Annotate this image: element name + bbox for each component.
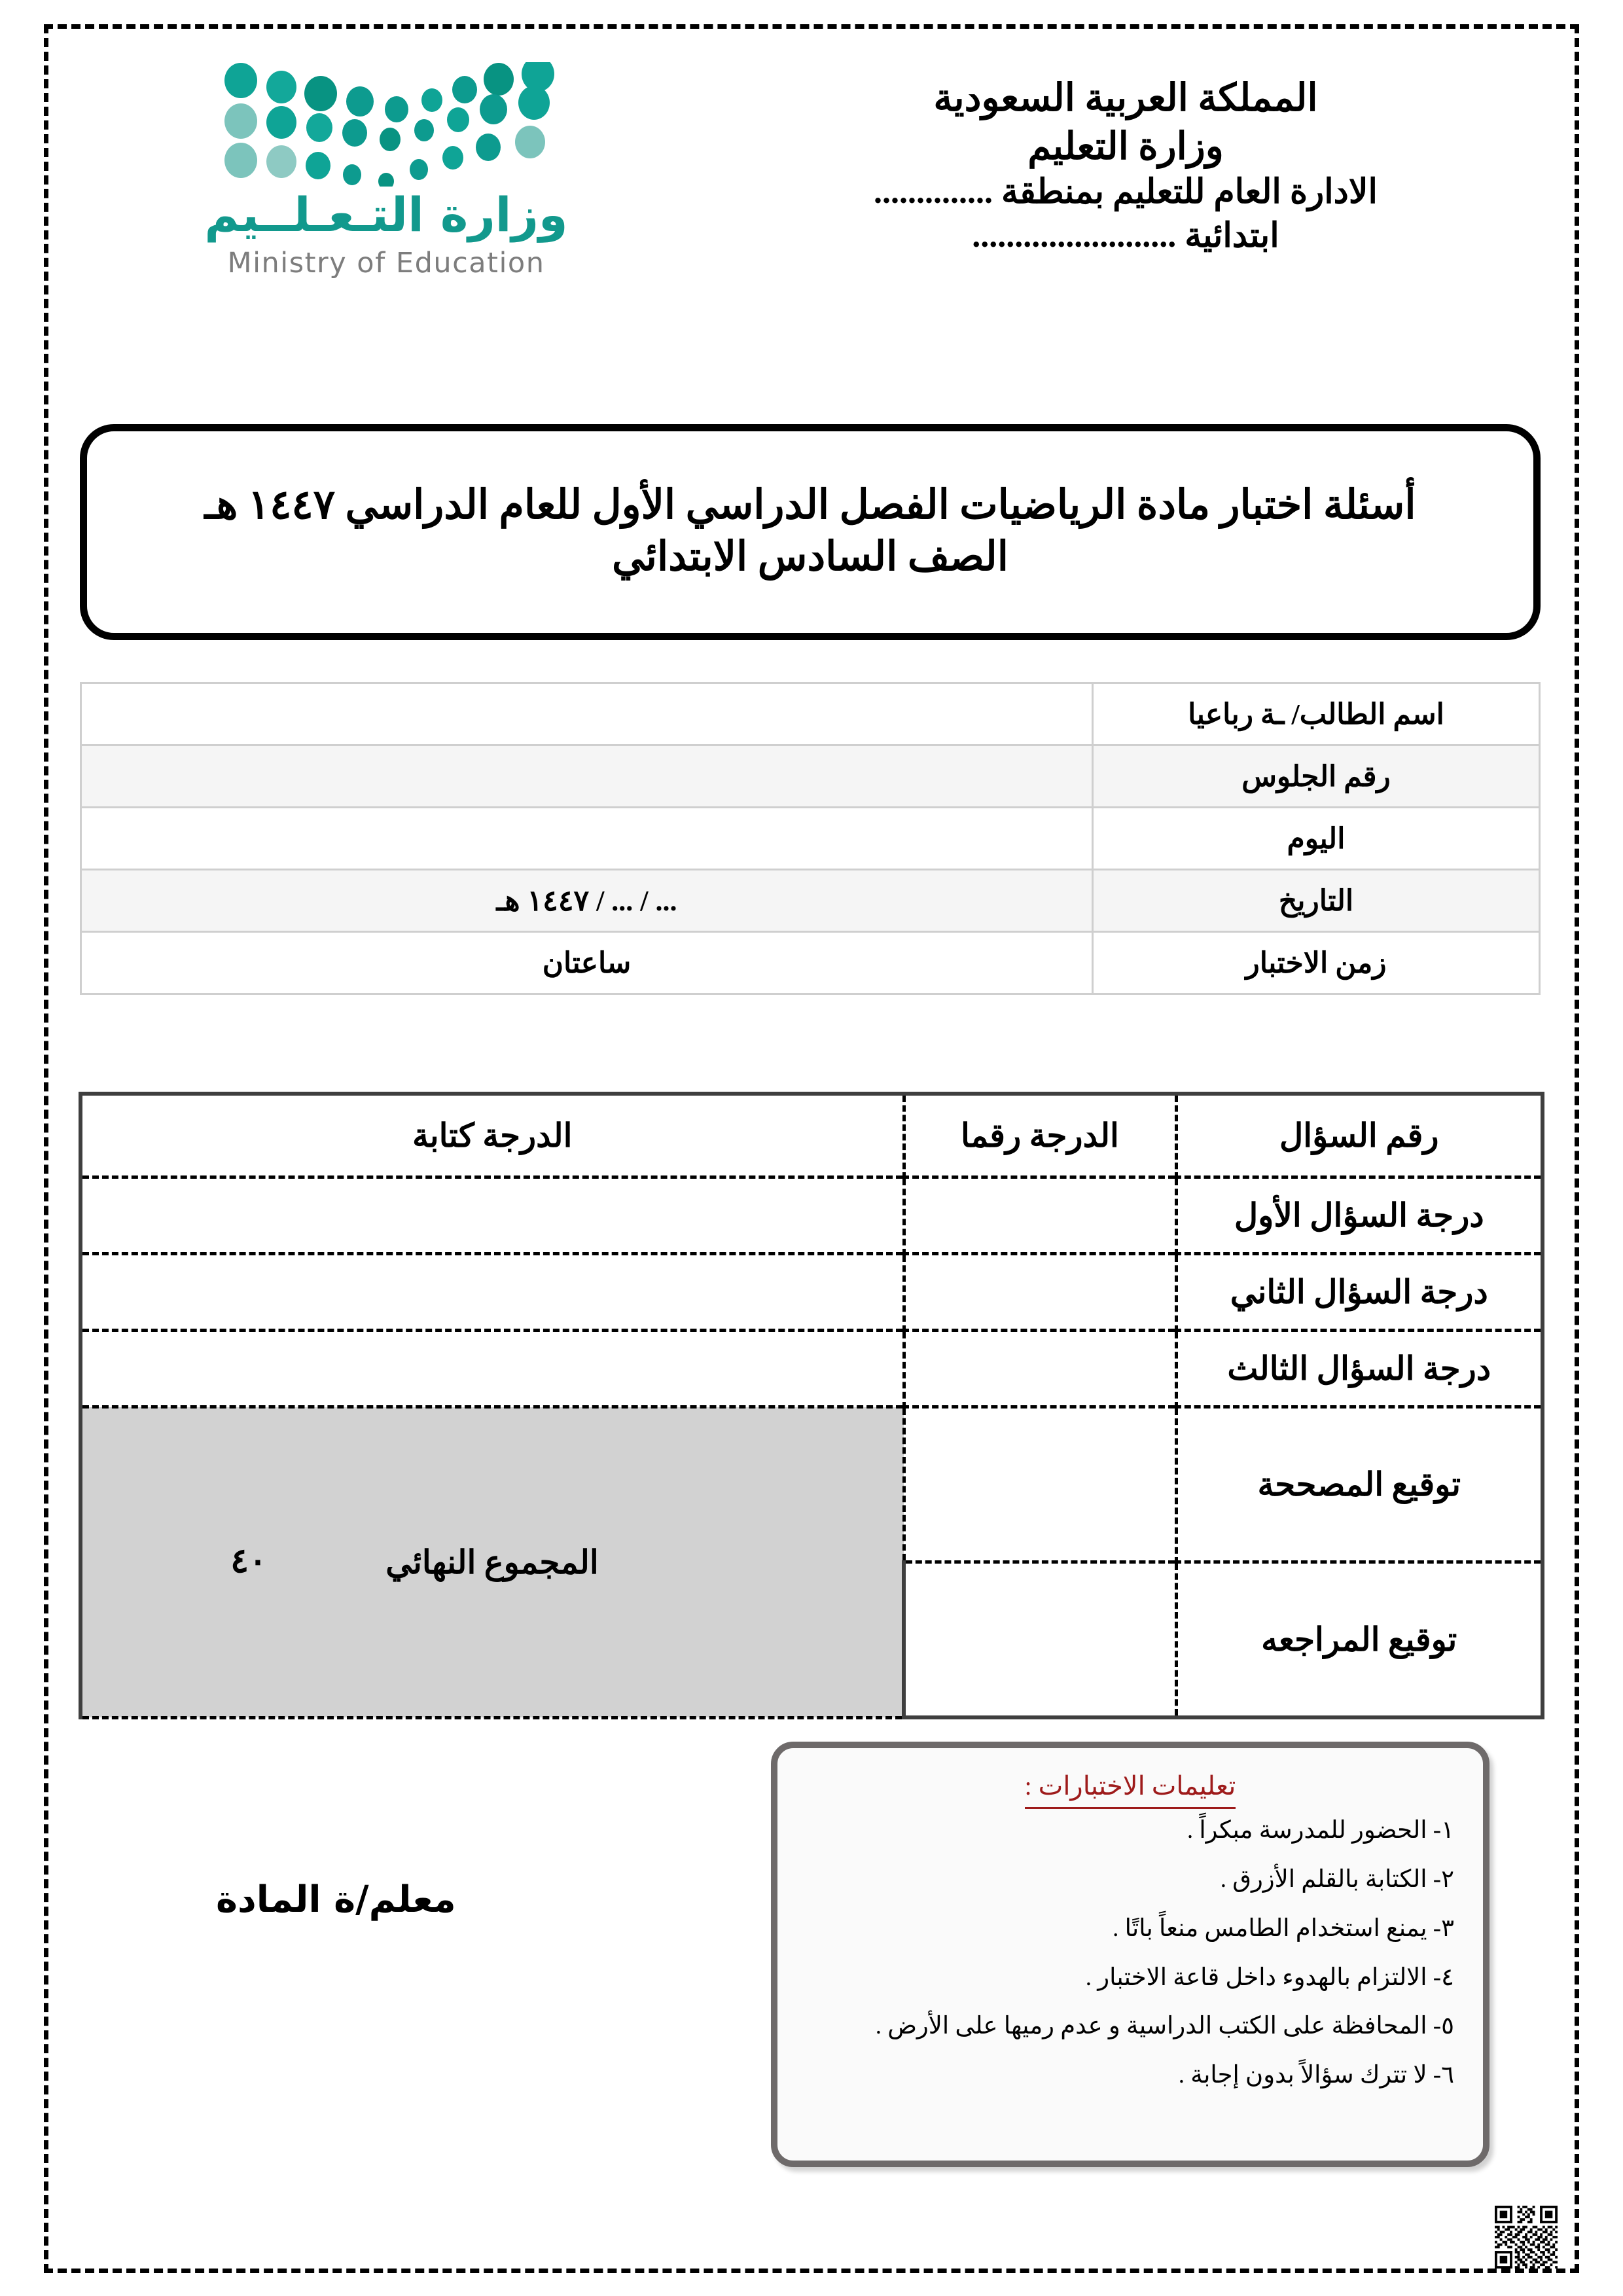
table-row [80,1254,1543,1331]
info-value-date[interactable]: ... / ... / ١٤٤٧ هـ [81,870,1093,932]
grades-numeric-question-3[interactable] [904,1331,1176,1407]
logo-dots-icon [203,62,569,187]
table-row [81,683,1540,745]
table-row [81,745,1540,808]
grades-header-mark-numeric: الدرجة رقما [904,1094,1176,1177]
logo-arabic-wordmark: وزارة التـعـلــيم [204,187,568,242]
table-row [81,932,1540,994]
list-item: ٦- لا تترك سؤالاً بدون إجابة . [1178,2062,1454,2089]
instructions-list [806,1818,1454,2089]
qr-code-icon [1495,2206,1558,2269]
info-value-student-name[interactable] [81,683,1093,745]
teacher-signature-label: معلم/ة المادة [216,1878,456,1921]
instructions-title [806,1770,1454,1801]
table-row [80,1331,1543,1407]
page-header [85,62,1538,363]
grades-label-marker-signature: توقيع المصححة [1176,1407,1543,1562]
grades-numeric-question-1[interactable] [904,1177,1176,1254]
table-row [80,1407,1543,1562]
list-item: ٢- الكتابة بالقلم الأزرق . [1220,1865,1454,1893]
exam-title-grade: الصف السادس الابتدائي [612,535,1008,580]
grades-numeric-question-2[interactable] [904,1254,1176,1331]
ministry-of-education-logo [124,62,648,279]
instructions-title-text: تعليمات الاختبارات : [1025,1771,1236,1809]
table-row [81,808,1540,870]
grades-header-mark-written: الدرجة كتابة [80,1094,904,1177]
logo-english-wordmark: Ministry of Education [227,246,545,279]
grades-header-question-number: رقم السؤال [1176,1094,1543,1177]
list-item: ٥- المحافظة على الكتب الدراسية و عدم رميها على الأرض . [875,2013,1454,2040]
student-info-table [80,682,1541,995]
info-label-exam-duration: زمن الاختبار [1093,932,1540,994]
table-row [81,870,1540,932]
info-value-exam-duration: ساعتان [81,932,1093,994]
exam-title-box [80,424,1541,640]
grades-numeric-reviewer-signature[interactable] [904,1562,1176,1718]
info-label-date: التاريخ [1093,870,1540,932]
list-item: ١- الحضور للمدرسة مبكراً . [1186,1817,1454,1844]
ministry-line-country: المملكة العربية السعودية [933,77,1318,119]
grades-label-question-2: درجة السؤال الثاني [1176,1254,1543,1331]
ministry-line-ministry: وزارة التعليم [1027,125,1224,168]
grades-written-question-3[interactable] [80,1331,904,1407]
ministry-line-directorate: الادارة العام للتعليم بمنطقة .............. [874,173,1378,211]
grades-table [79,1092,1544,1719]
ministry-line-school: ابتدائية ........................ [972,217,1279,255]
table-row [80,1177,1543,1254]
grades-numeric-marker-signature[interactable] [904,1407,1176,1562]
list-item: ٣- يمنع استخدام الطامس منعاً باتًا . [1113,1914,1454,1942]
info-label-seat-number: رقم الجلوس [1093,745,1540,808]
info-value-seat-number[interactable] [81,745,1093,808]
grades-table-header-row [80,1094,1543,1177]
list-item: ٤- الالتزام بالهدوء داخل قاعة الاختبار . [1085,1964,1454,1991]
grades-label-question-1: درجة السؤال الأول [1176,1177,1543,1254]
grades-written-question-1[interactable] [80,1177,904,1254]
grades-label-reviewer-signature: توقيع المراجعه [1176,1562,1543,1718]
grades-final-total-label: المجموع النهائي [80,1407,904,1718]
info-label-student-name: اسم الطالب/ ـة رباعيا [1093,683,1540,745]
exam-title-primary: أسئلة اختبار مادة الرياضيات الفصل الدراسي الأول للعام الدراسي ١٤٤٧ هـ [204,482,1416,528]
ministry-heading-block [720,74,1531,259]
info-value-day[interactable] [81,808,1093,870]
exam-instructions-box [771,1742,1489,2167]
grades-final-total-value: ٤٠ [230,1543,267,1580]
info-label-day: اليوم [1093,808,1540,870]
grades-label-question-3: درجة السؤال الثالث [1176,1331,1543,1407]
grades-written-question-2[interactable] [80,1254,904,1331]
